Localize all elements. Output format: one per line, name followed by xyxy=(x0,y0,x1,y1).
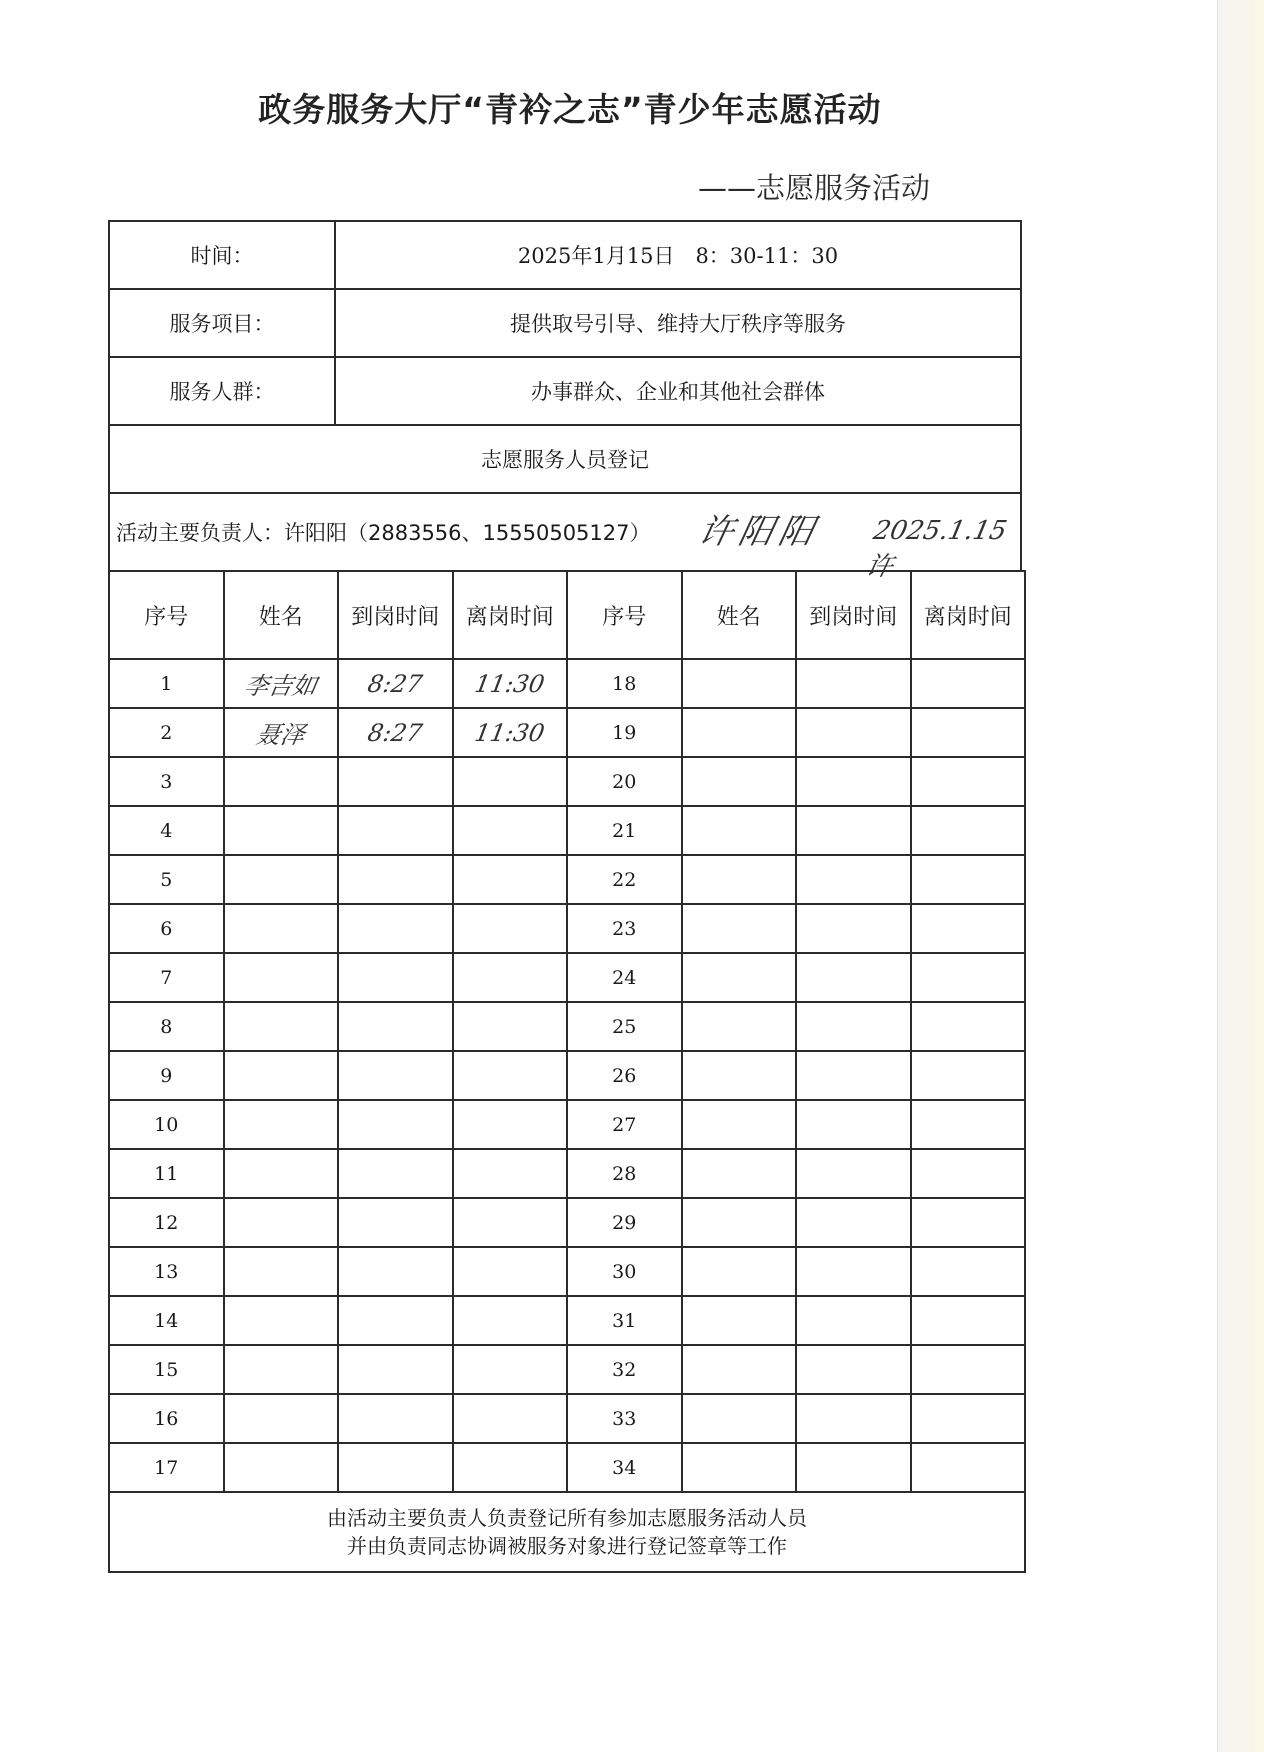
column-header: 姓名 xyxy=(682,571,797,659)
cell-left-no: 15 xyxy=(109,1345,224,1394)
cell-right-name xyxy=(682,659,797,708)
table-row xyxy=(109,1149,1025,1198)
registration-sheet xyxy=(108,220,1026,1573)
cell-left-no: 7 xyxy=(109,953,224,1002)
cell-left-no: 5 xyxy=(109,855,224,904)
cell-left-arrive xyxy=(338,1296,453,1345)
cell-right-no: 30 xyxy=(567,1247,682,1296)
time-row xyxy=(109,221,1021,289)
leader-signature: 许阳阳 xyxy=(695,512,824,552)
cell-left-arrive xyxy=(338,953,453,1002)
crowd-row xyxy=(109,357,1021,425)
cell-left-name xyxy=(224,1394,339,1443)
cell-right-leave xyxy=(911,708,1026,757)
handwritten-entry: 11:30 xyxy=(472,718,547,747)
cell-right-leave xyxy=(911,1149,1026,1198)
cell-left-no: 13 xyxy=(109,1247,224,1296)
cell-right-leave xyxy=(911,904,1026,953)
cell-right-arrive xyxy=(796,1198,911,1247)
cell-left-no: 10 xyxy=(109,1100,224,1149)
cell-left-leave xyxy=(453,1247,568,1296)
cell-right-arrive xyxy=(796,1100,911,1149)
cell-left-name xyxy=(224,1247,339,1296)
footer-line-1: 由活动主要负责人负责登记所有参加志愿服务活动人员 xyxy=(327,1506,807,1530)
cell-right-no: 29 xyxy=(567,1198,682,1247)
cell-left-name xyxy=(224,806,339,855)
cell-right-leave xyxy=(911,1247,1026,1296)
activity-info-table xyxy=(108,220,1022,582)
column-header: 姓名 xyxy=(224,571,339,659)
cell-left-no: 1 xyxy=(109,659,224,708)
cell-left-arrive xyxy=(338,1100,453,1149)
cell-left-name xyxy=(224,757,339,806)
table-row xyxy=(109,1247,1025,1296)
table-row xyxy=(109,1345,1025,1394)
cell-left-leave xyxy=(453,757,568,806)
cell-right-name xyxy=(682,1296,797,1345)
cell-right-name xyxy=(682,1002,797,1051)
cell-right-arrive xyxy=(796,708,911,757)
cell-right-arrive xyxy=(796,806,911,855)
cell-right-name xyxy=(682,1051,797,1100)
cell-left-name xyxy=(224,1100,339,1149)
cell-left-name xyxy=(224,1051,339,1100)
table-row xyxy=(109,1051,1025,1100)
cell-right-no: 28 xyxy=(567,1149,682,1198)
cell-right-name xyxy=(682,1394,797,1443)
cell-right-name xyxy=(682,855,797,904)
cell-right-no: 23 xyxy=(567,904,682,953)
cell-left-arrive xyxy=(338,1002,453,1051)
cell-left-no: 6 xyxy=(109,904,224,953)
footer-line-2: 并由负责同志协调被服务对象进行登记签章等工作 xyxy=(347,1534,787,1558)
cell-right-no: 27 xyxy=(567,1100,682,1149)
table-row xyxy=(109,806,1025,855)
cell-left-no: 11 xyxy=(109,1149,224,1198)
table-row xyxy=(109,1394,1025,1443)
table-row xyxy=(109,904,1025,953)
handwritten-entry: 11:30 xyxy=(472,669,547,698)
cell-right-no: 21 xyxy=(567,806,682,855)
table-row xyxy=(109,659,1025,708)
cell-left-name xyxy=(224,953,339,1002)
cell-right-leave xyxy=(911,1345,1026,1394)
cell-left-arrive xyxy=(338,1443,453,1492)
page-edge xyxy=(1217,0,1264,1752)
cell-right-no: 22 xyxy=(567,855,682,904)
crowd-label: 服务人群： xyxy=(109,357,335,425)
cell-right-no: 32 xyxy=(567,1345,682,1394)
cell-right-arrive xyxy=(796,1296,911,1345)
cell-left-leave xyxy=(453,1002,568,1051)
time-value: 2025年1月15日 8：30-11：30 xyxy=(335,221,1021,289)
project-label: 服务项目： xyxy=(109,289,335,357)
cell-right-name xyxy=(682,1247,797,1296)
cell-left-leave xyxy=(453,1345,568,1394)
table-header-row xyxy=(109,571,1025,659)
cell-right-leave xyxy=(911,1296,1026,1345)
cell-left-arrive xyxy=(338,806,453,855)
cell-left-no: 9 xyxy=(109,1051,224,1100)
column-header: 离岗时间 xyxy=(911,571,1026,659)
cell-left-no: 8 xyxy=(109,1002,224,1051)
cell-right-arrive xyxy=(796,1443,911,1492)
cell-left-no: 17 xyxy=(109,1443,224,1492)
cell-left-leave xyxy=(453,855,568,904)
column-header: 离岗时间 xyxy=(453,571,568,659)
table-body xyxy=(109,659,1025,1492)
cell-right-name xyxy=(682,904,797,953)
cell-right-leave xyxy=(911,1002,1026,1051)
cell-left-arrive xyxy=(338,855,453,904)
table-row xyxy=(109,1296,1025,1345)
cell-left-leave xyxy=(453,1100,568,1149)
cell-left-no: 4 xyxy=(109,806,224,855)
table-row xyxy=(109,855,1025,904)
page-subtitle: ——志愿服务活动 xyxy=(697,171,930,205)
table-row xyxy=(109,708,1025,757)
cell-right-leave xyxy=(911,855,1026,904)
cell-right-name xyxy=(682,1443,797,1492)
cell-left-name xyxy=(224,708,339,757)
cell-left-leave xyxy=(453,904,568,953)
cell-right-arrive xyxy=(796,757,911,806)
column-header: 序号 xyxy=(567,571,682,659)
cell-left-name xyxy=(224,904,339,953)
cell-left-arrive xyxy=(338,1051,453,1100)
cell-left-name xyxy=(224,855,339,904)
cell-right-no: 24 xyxy=(567,953,682,1002)
cell-right-arrive xyxy=(796,1394,911,1443)
column-header: 到岗时间 xyxy=(796,571,911,659)
cell-left-leave xyxy=(453,659,568,708)
cell-right-leave xyxy=(911,757,1026,806)
cell-right-leave xyxy=(911,659,1026,708)
cell-left-arrive xyxy=(338,1345,453,1394)
cell-left-arrive xyxy=(338,1149,453,1198)
cell-right-no: 26 xyxy=(567,1051,682,1100)
cell-right-name xyxy=(682,1149,797,1198)
cell-left-arrive xyxy=(338,757,453,806)
cell-right-leave xyxy=(911,1394,1026,1443)
cell-right-arrive xyxy=(796,1002,911,1051)
cell-left-name xyxy=(224,1443,339,1492)
table-row xyxy=(109,1100,1025,1149)
column-header: 序号 xyxy=(109,571,224,659)
cell-left-no: 16 xyxy=(109,1394,224,1443)
cell-left-leave xyxy=(453,1051,568,1100)
cell-right-leave xyxy=(911,1051,1026,1100)
cell-right-leave xyxy=(911,1443,1026,1492)
cell-right-no: 25 xyxy=(567,1002,682,1051)
cell-left-leave xyxy=(453,1149,568,1198)
handwritten-entry: 8:27 xyxy=(365,669,425,698)
registration-title-row xyxy=(109,425,1021,493)
project-value: 提供取号引导、维持大厅秩序等服务 xyxy=(335,289,1021,357)
cell-right-name xyxy=(682,1345,797,1394)
footer-note xyxy=(108,1493,1026,1573)
cell-left-no: 2 xyxy=(109,708,224,757)
cell-left-leave xyxy=(453,806,568,855)
cell-left-leave xyxy=(453,1443,568,1492)
cell-right-name xyxy=(682,708,797,757)
cell-right-arrive xyxy=(796,1247,911,1296)
crowd-value: 办事群众、企业和其他社会群体 xyxy=(335,357,1021,425)
cell-right-name xyxy=(682,1100,797,1149)
cell-left-name xyxy=(224,1345,339,1394)
cell-left-name xyxy=(224,1149,339,1198)
cell-left-name xyxy=(224,659,339,708)
handwritten-entry: 8:27 xyxy=(365,718,425,747)
cell-right-leave xyxy=(911,1100,1026,1149)
cell-left-leave xyxy=(453,708,568,757)
table-row xyxy=(109,953,1025,1002)
cell-right-no: 34 xyxy=(567,1443,682,1492)
leader-row xyxy=(109,493,1021,571)
cell-right-name xyxy=(682,953,797,1002)
cell-right-name xyxy=(682,1198,797,1247)
cell-left-arrive xyxy=(338,659,453,708)
cell-right-no: 20 xyxy=(567,757,682,806)
time-label: 时间： xyxy=(109,221,335,289)
leader-cell xyxy=(109,493,1021,582)
cell-right-name xyxy=(682,757,797,806)
cell-left-arrive xyxy=(338,1198,453,1247)
cell-left-name xyxy=(224,1198,339,1247)
column-header: 到岗时间 xyxy=(338,571,453,659)
page-title: 政务服务大厅“青衿之志”青少年志愿活动 xyxy=(258,90,882,129)
cell-left-name xyxy=(224,1296,339,1345)
project-row xyxy=(109,289,1021,357)
cell-left-no: 3 xyxy=(109,757,224,806)
cell-right-no: 19 xyxy=(567,708,682,757)
handwritten-entry: 李吉如 xyxy=(241,672,319,700)
table-row xyxy=(109,757,1025,806)
cell-left-arrive xyxy=(338,708,453,757)
cell-left-arrive xyxy=(338,1247,453,1296)
cell-right-arrive xyxy=(796,953,911,1002)
cell-right-no: 31 xyxy=(567,1296,682,1345)
registration-title: 志愿服务人员登记 xyxy=(109,425,1021,493)
table-row xyxy=(109,1443,1025,1492)
signature-date: 2025.1.15 许 xyxy=(863,516,1010,582)
cell-left-leave xyxy=(453,1394,568,1443)
cell-right-arrive xyxy=(796,1345,911,1394)
cell-right-arrive xyxy=(796,855,911,904)
cell-right-leave xyxy=(911,806,1026,855)
cell-right-arrive xyxy=(796,1051,911,1100)
handwritten-entry: 聂泽 xyxy=(253,721,307,749)
cell-right-leave xyxy=(911,953,1026,1002)
cell-left-arrive xyxy=(338,904,453,953)
volunteer-table xyxy=(108,570,1026,1493)
leader-text: 活动主要负责人：许阳阳（2883556、15550505127） xyxy=(116,521,651,545)
cell-left-leave xyxy=(453,1198,568,1247)
table-row xyxy=(109,1002,1025,1051)
cell-right-arrive xyxy=(796,904,911,953)
cell-right-arrive xyxy=(796,1149,911,1198)
cell-left-leave xyxy=(453,1296,568,1345)
cell-left-name xyxy=(224,1002,339,1051)
cell-left-no: 12 xyxy=(109,1198,224,1247)
cell-left-leave xyxy=(453,953,568,1002)
cell-right-name xyxy=(682,806,797,855)
cell-left-no: 14 xyxy=(109,1296,224,1345)
table-row xyxy=(109,1198,1025,1247)
cell-right-no: 18 xyxy=(567,659,682,708)
cell-left-arrive xyxy=(338,1394,453,1443)
cell-right-no: 33 xyxy=(567,1394,682,1443)
cell-right-leave xyxy=(911,1198,1026,1247)
cell-right-arrive xyxy=(796,659,911,708)
